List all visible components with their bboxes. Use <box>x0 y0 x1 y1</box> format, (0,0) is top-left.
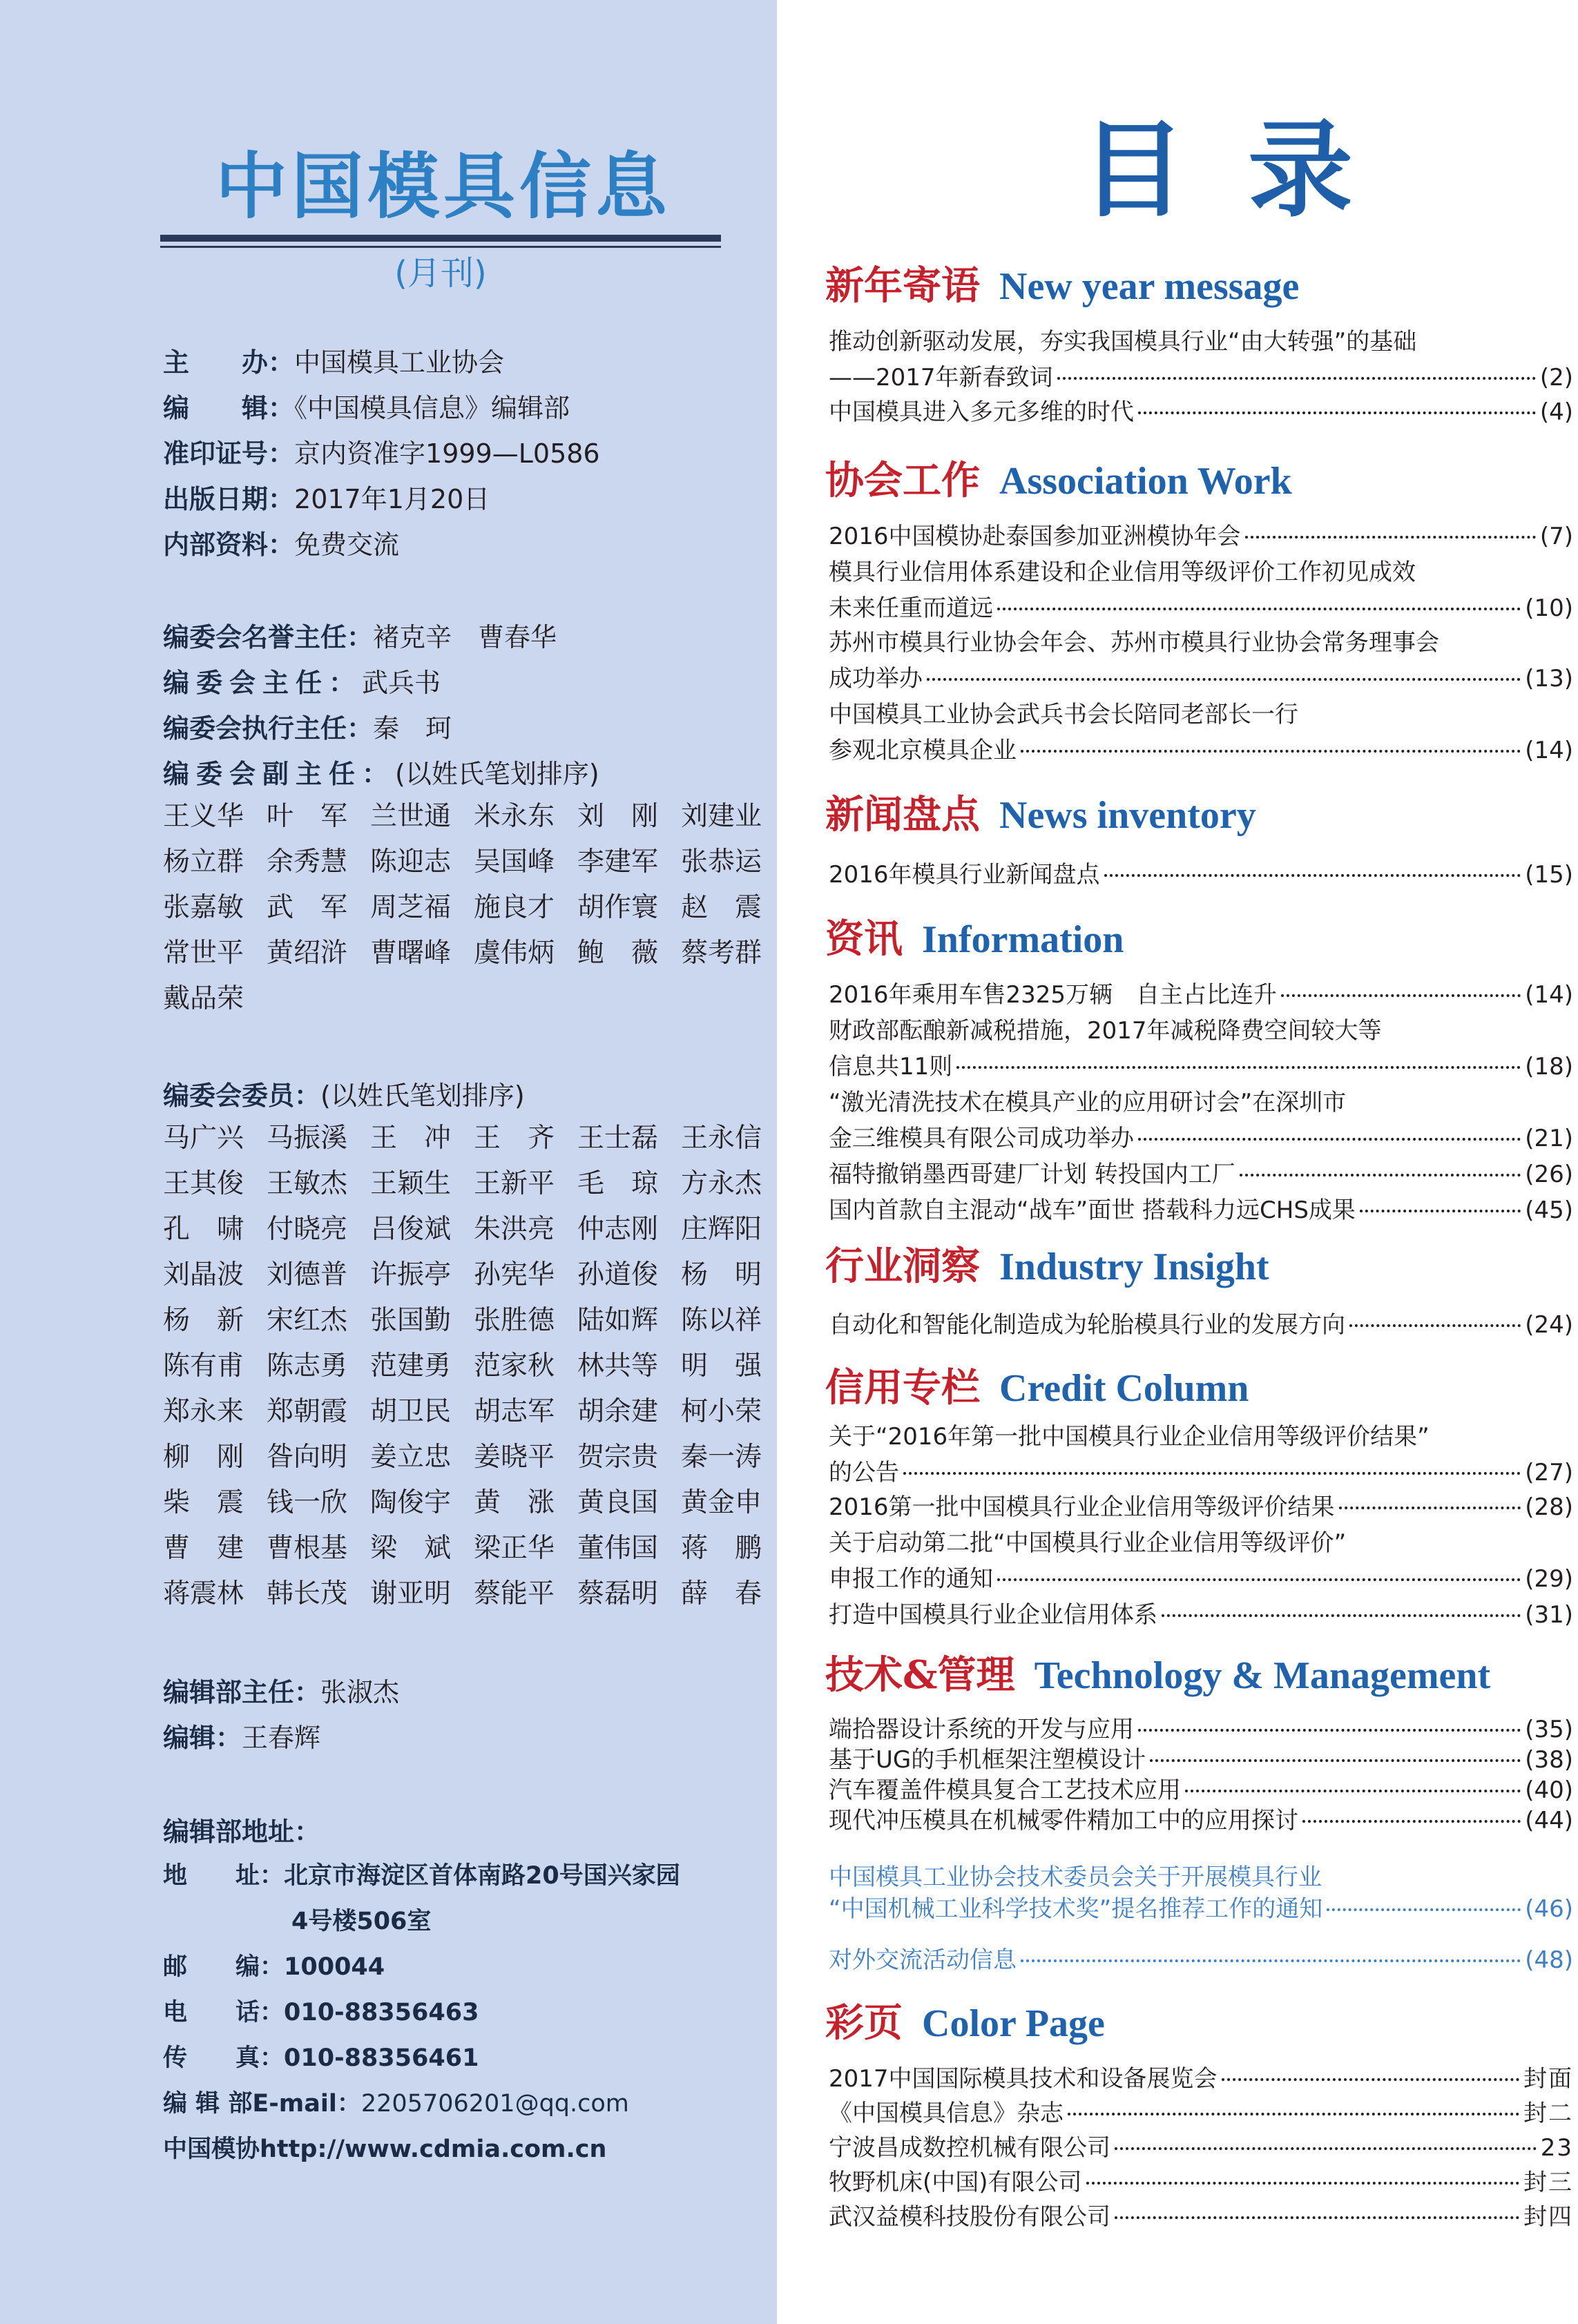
committee-name: 蒋 鹏 <box>681 1533 762 1564</box>
committee-name: 林共等 <box>577 1350 659 1382</box>
committee-name: 王颖生 <box>370 1168 452 1199</box>
committee-name: 杨 明 <box>681 1259 762 1290</box>
committee-name: 张胜德 <box>474 1305 555 1336</box>
committee-name: 王敏杰 <box>267 1168 348 1199</box>
committee-name: 陈迎志 <box>370 846 452 878</box>
toc-entry[interactable]: 现代冲压模具在机械零件精加工中的应用探讨 (44) <box>829 1807 1573 1834</box>
section-industry-insight: 行业洞察 Industry Insight <box>825 1243 1269 1289</box>
toc-line-notice: 中国模具工业协会技术委员会关于开展模具行业 <box>829 1863 1322 1891</box>
committee-honorary: 编委会名誉主任：褚克辛 曹春华 <box>163 622 557 652</box>
committee-name: 刘建业 <box>681 801 762 832</box>
toc-entry[interactable]: 牧野机床(中国)有限公司 封三 <box>829 2169 1573 2196</box>
committee-name: 常世平 <box>163 938 244 969</box>
toc-line: 财政部酝酿新减税措施，2017年减税降费空间较大等 <box>829 1017 1382 1045</box>
toc-entry[interactable]: 基于UG的手机框架注塑模设计 (38) <box>829 1746 1573 1774</box>
toc-line: 苏州市模具行业协会年会、苏州市模具行业协会常务理事会 <box>829 629 1439 657</box>
editor-chief: 编辑部主任：张淑杰 <box>163 1677 400 1707</box>
committee-name: 王士磊 <box>577 1123 659 1154</box>
section-technology-management: 技术&管理 Technology & Management <box>825 1652 1491 1698</box>
committee-name: 郑朝霞 <box>267 1396 348 1427</box>
committee-name: 明 强 <box>681 1350 762 1382</box>
committee-name: 李建军 <box>577 846 659 878</box>
committee-name: 薛 春 <box>681 1578 762 1609</box>
committee-name: 杨立群 <box>163 846 244 878</box>
committee-name: 赵 震 <box>681 892 762 923</box>
committee-name: 黄绍浒 <box>267 938 348 969</box>
info-row-permit: 准印证号：京内资准字1999—L0586 <box>163 438 600 469</box>
toc-title: 目录 <box>1081 108 1415 231</box>
committee-name: 王永信 <box>681 1123 762 1154</box>
committee-name: 吴国峰 <box>474 846 555 878</box>
section-news-inventory: 新闻盘点 News inventory <box>825 792 1256 837</box>
address-street: 地 址：北京市海淀区首体南路20号国兴家园 <box>163 1862 680 1890</box>
masthead-panel <box>0 0 777 2324</box>
toc-entry[interactable]: 福特撤销墨西哥建厂计划 转投国内工厂 (26) <box>829 1161 1573 1188</box>
section-association-work: 协会工作 Association Work <box>825 458 1292 503</box>
committee-name: 柯小荣 <box>681 1396 762 1427</box>
committee-name: 陈以祥 <box>681 1305 762 1336</box>
committee-name: 宋红杰 <box>267 1305 348 1336</box>
committee-name: 昝向明 <box>267 1442 348 1473</box>
info-row-date: 出版日期：2017年1月20日 <box>163 484 490 514</box>
toc-entry[interactable]: 成功举办 (13) <box>829 665 1573 693</box>
committee-name: 付晓亮 <box>267 1214 348 1245</box>
committee-name: 陈志勇 <box>267 1350 348 1382</box>
address-building: 4号楼506室 <box>291 1908 432 1935</box>
address-label: 编辑部地址： <box>163 1817 321 1847</box>
toc-entry[interactable]: 《中国模具信息》杂志 封二 <box>829 2100 1573 2127</box>
toc-entry[interactable]: 宁波昌成数控机械有限公司 23 <box>829 2134 1573 2162</box>
committee-name: 许振亭 <box>370 1259 452 1290</box>
committee-name: 庄辉阳 <box>681 1214 762 1245</box>
committee-executive: 编委会执行主任：秦 珂 <box>163 713 452 744</box>
toc-entry[interactable]: 未来任重而道远 (10) <box>829 594 1573 622</box>
committee-name: 蔡考群 <box>681 938 762 969</box>
committee-name: 刘 刚 <box>577 801 659 832</box>
committee-name: 孙道俊 <box>577 1259 659 1290</box>
committee-name: 梁正华 <box>474 1533 555 1564</box>
toc-entry[interactable]: 2017中国国际模具技术和设备展览会 封面 <box>829 2065 1573 2093</box>
toc-entry[interactable]: 参观北京模具企业 (14) <box>829 737 1573 764</box>
section-new-year: 新年寄语 New year message <box>825 263 1300 309</box>
committee-name: 曹曙峰 <box>370 938 452 969</box>
toc-entry-notice[interactable]: 对外交流活动信息 (48) <box>829 1946 1573 1974</box>
address-website: 中国模协http://www.cdmia.com.cn <box>163 2136 607 2163</box>
info-row-sponsor: 主 办：中国模具工业协会 <box>163 347 505 378</box>
toc-line: 推动创新驱动发展，夯实我国模具行业“由大转强”的基础 <box>829 328 1417 356</box>
toc-entry[interactable]: 端拾器设计系统的开发与应用 (35) <box>829 1716 1573 1743</box>
toc-entry[interactable]: 自动化和智能化制造成为轮胎模具行业的发展方向 (24) <box>829 1311 1573 1339</box>
committee-name: 胡余建 <box>577 1396 659 1427</box>
committee-name: 兰世通 <box>370 801 452 832</box>
address-phone: 电 话：010-88356463 <box>163 1999 479 2026</box>
committee-name: 黄 涨 <box>474 1487 555 1518</box>
toc-entry[interactable]: ——2017年新春致词 (2) <box>829 364 1573 391</box>
committee-director: 编委会主任：武兵书 <box>163 668 441 698</box>
toc-entry[interactable]: 2016年乘用车售2325万辆 自主占比连升 (14) <box>829 981 1573 1009</box>
committee-name: 贺宗贵 <box>577 1442 659 1473</box>
toc-line: “激光清洗技术在模具产业的应用研讨会”在深圳市 <box>829 1089 1347 1116</box>
committee-name: 董伟国 <box>577 1533 659 1564</box>
info-row-internal: 内部资料：免费交流 <box>163 530 400 560</box>
toc-entry[interactable]: 金三维模具有限公司成功举办 (21) <box>829 1125 1573 1152</box>
toc-entry[interactable]: 中国模具进入多元多维的时代 (4) <box>829 398 1573 426</box>
committee-name: 毛 琼 <box>577 1168 659 1199</box>
committee-name: 朱洪亮 <box>474 1214 555 1245</box>
toc-entry[interactable]: 2016中国模协赴泰国参加亚洲模协年会 (7) <box>829 523 1573 550</box>
committee-name: 胡卫民 <box>370 1396 452 1427</box>
toc-line: 关于“2016年第一批中国模具行业企业信用等级评价结果” <box>829 1423 1430 1451</box>
committee-name: 范建勇 <box>370 1350 452 1382</box>
committee-name: 梁 斌 <box>370 1533 452 1564</box>
committee-name: 王 冲 <box>370 1123 452 1154</box>
committee-name: 余秀慧 <box>267 846 348 878</box>
committee-name: 刘晶波 <box>163 1259 244 1290</box>
committee-name: 黄金申 <box>681 1487 762 1518</box>
vice-director-names <box>163 794 767 1022</box>
committee-name: 范家秋 <box>474 1350 555 1382</box>
committee-name: 张恭运 <box>681 846 762 878</box>
committee-name: 武 军 <box>267 892 348 923</box>
title-rule-thick <box>160 235 721 242</box>
committee-name: 柳 刚 <box>163 1442 244 1473</box>
committee-name: 米永东 <box>474 801 555 832</box>
toc-entry[interactable]: 武汉益模科技股份有限公司 封四 <box>829 2203 1573 2231</box>
committee-name: 钱一欣 <box>267 1487 348 1518</box>
toc-entry[interactable]: 2016第一批中国模具行业企业信用等级评价结果 (28) <box>829 1493 1573 1521</box>
address-email: 编 辑 部E-mail：2205706201@qq.com <box>163 2090 629 2118</box>
committee-name: 蒋震林 <box>163 1578 244 1609</box>
editor-name: 编辑：王春辉 <box>163 1723 321 1753</box>
committee-name: 蔡能平 <box>474 1578 555 1609</box>
address-fax: 传 真：010-88356461 <box>163 2044 479 2072</box>
committee-vice-label: 编委会副主任：(以姓氏笔划排序) <box>163 759 599 789</box>
committee-name: 陆如辉 <box>577 1305 659 1336</box>
toc-entry[interactable]: 2016年模具行业新闻盘点 (15) <box>829 861 1573 889</box>
committee-name: 刘德普 <box>267 1259 348 1290</box>
committee-name: 周芝福 <box>370 892 452 923</box>
committee-name: 秦一涛 <box>681 1442 762 1473</box>
committee-name: 王新平 <box>474 1168 555 1199</box>
committee-name: 吕俊斌 <box>370 1214 452 1245</box>
toc-entry[interactable]: 国内首款自主混动“战车”面世 搭载科力远CHS成果 (45) <box>829 1197 1573 1224</box>
committee-name: 陶俊宇 <box>370 1487 452 1518</box>
toc-entry[interactable]: 汽车覆盖件模具复合工艺技术应用 (40) <box>829 1776 1573 1804</box>
committee-name: 仲志刚 <box>577 1214 659 1245</box>
title-rule-thin <box>160 246 721 248</box>
committee-name: 方永杰 <box>681 1168 762 1199</box>
magazine-title: 中国模具信息 <box>215 144 671 229</box>
committee-name: 胡志军 <box>474 1396 555 1427</box>
committee-name: 郑永来 <box>163 1396 244 1427</box>
committee-name: 韩长茂 <box>267 1578 348 1609</box>
committee-name: 王其俊 <box>163 1168 244 1199</box>
toc-entry[interactable]: 申报工作的通知 (29) <box>829 1565 1573 1593</box>
committee-name: 王义华 <box>163 801 244 832</box>
committee-name: 蔡磊明 <box>577 1578 659 1609</box>
committee-name: 马振溪 <box>267 1123 348 1154</box>
magazine-subtitle: (月刊) <box>394 254 487 293</box>
committee-name: 胡作寰 <box>577 892 659 923</box>
committee-name: 谢亚明 <box>370 1578 452 1609</box>
toc-entry[interactable]: 打造中国模具行业企业信用体系 (31) <box>829 1601 1573 1629</box>
section-information: 资讯 Information <box>825 916 1124 962</box>
committee-name: 曹 建 <box>163 1533 244 1564</box>
committee-name: 张国勤 <box>370 1305 452 1336</box>
committee-name: 孔 啸 <box>163 1214 244 1245</box>
member-names <box>163 1116 767 1617</box>
section-color-page: 彩页 Color Page <box>825 2000 1105 2046</box>
committee-name: 虞伟炳 <box>474 938 555 969</box>
committee-name: 叶 军 <box>267 801 348 832</box>
committee-name: 姜立忠 <box>370 1442 452 1473</box>
toc-entry[interactable]: 的公告 (27) <box>829 1459 1573 1487</box>
toc-entry[interactable]: 信息共11则 (18) <box>829 1053 1573 1081</box>
members-label: 编委会委员：(以姓氏笔划排序) <box>163 1081 525 1111</box>
committee-name: 施良才 <box>474 892 555 923</box>
committee-name: 黄良国 <box>577 1487 659 1518</box>
toc-entry-notice[interactable]: “中国机械工业科学技术奖”提名推荐工作的通知 (46) <box>829 1895 1573 1923</box>
committee-name: 张嘉敏 <box>163 892 244 923</box>
committee-name: 鲍 薇 <box>577 938 659 969</box>
toc-line: 中国模具工业协会武兵书会长陪同老部长一行 <box>829 701 1298 728</box>
committee-name: 曹根基 <box>267 1533 348 1564</box>
toc-line: 关于启动第二批“中国模具行业企业信用等级评价” <box>829 1529 1347 1557</box>
committee-name: 陈有甫 <box>163 1350 244 1382</box>
committee-name: 马广兴 <box>163 1123 244 1154</box>
committee-name: 王 齐 <box>474 1123 555 1154</box>
info-row-editor: 编 辑：《中国模具信息》编辑部 <box>163 393 570 423</box>
committee-name: 杨 新 <box>163 1305 244 1336</box>
section-credit-column: 信用专栏 Credit Column <box>825 1365 1249 1411</box>
committee-name: 戴品荣 <box>163 983 244 1014</box>
committee-name: 柴 震 <box>163 1487 244 1518</box>
address-postcode: 邮 编：100044 <box>163 1953 385 1981</box>
toc-line: 模具行业信用体系建设和企业信用等级评价工作初见成效 <box>829 559 1416 586</box>
committee-name: 姜晓平 <box>474 1442 555 1473</box>
committee-name: 孙宪华 <box>474 1259 555 1290</box>
